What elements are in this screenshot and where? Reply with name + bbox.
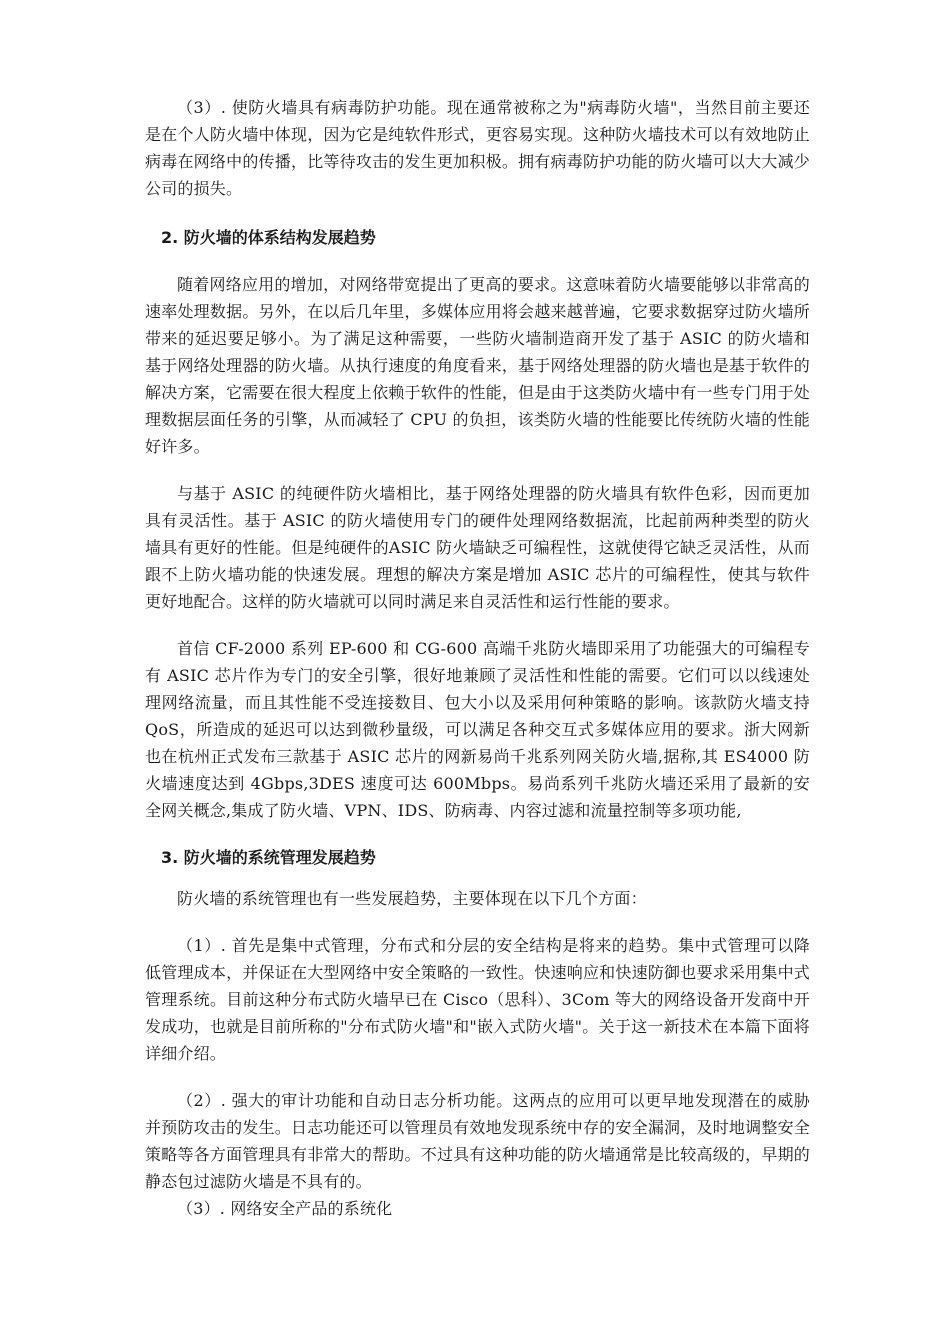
section-heading-management: 3. 防火墙的系统管理发展趋势 [161,848,376,867]
paragraph-asic-comparison: 与基于 ASIC 的纯硬件防火墙相比，基于网络处理器的防火墙具有软件色彩，因而更加具有灵活性。基于 ASIC 的防火墙使用专门的硬件处理网络数据流，比起前两种类型的防火墙具有更好的性能。但是纯硬件的ASIC 防火墙缺乏可编程性，这就使得它缺乏灵活性，从而跟不上防火墙功能的快速发展。理想的解决方案是增加 ASIC 芯片的可编程性，使其与软件更好地配合。这样的防火墙就可以同时满足来自灵活性和运行性能的要求。 [145,484,810,611]
document-page [145,94,810,1222]
paragraph-systematization: （3）. 网络安全产品的系统化 [177,1199,393,1218]
paragraph-network-processor: 随着网络应用的增加，对网络带宽提出了更高的要求。这意味着防火墙要能够以非常高的速率处理数据。另外，在以后几年里，多媒体应用将会越来越普遍，它要求数据穿过防火墙所带来的延迟要足够小。为了满足这种需要，一些防火墙制造商开发了基于 ASIC 的防火墙和基于网络处理器的防火墙。从执行速度的角度看来，基于网络处理器的防火墙也是基于软件的解决方案，它需要在很大程度上依赖于软件的性能，但是由于这类防火墙中有一些专门用于处理数据层面任务的引擎，从而减轻了 CPU 的负担，该类防火墙的性能要比传统防火墙的性能好许多。 [145,275,810,456]
paragraph-audit-logging: （2）. 强大的审计功能和自动日志分析功能。这两点的应用可以更早地发现潜在的威胁并预防攻击的发生。日志功能还可以管理员有效地发现系统中存的安全漏洞，及时地调整安全策略等各方面管理具有非常大的帮助。不过具有这种功能的防火墙通常是比较高级的，早期的静态包过滤防火墙是不具有的。 [145,1091,810,1191]
paragraph-products: 首信 CF-2000 系列 EP-600 和 CG-600 高端千兆防火墙即采用了功能强大的可编程专有 ASIC 芯片作为专门的安全引擎，很好地兼顾了灵活性和性能的需要。它们可以以线速处理网络流量，而且其性能不受连接数目、包大小以及采用何种策略的影响。该款防火墙支持 QoS，所造成的延迟可以达到微秒量级，可以满足各种交互式多媒体应用的要求。浙大网新也在杭州正式发布三款基于 ASIC 芯片的网新易尚千兆系列网关防火墙,据称,其 ES4000 防火墙速度达到 4Gbps,3DES 速度可达 600Mbps。易尚系列千兆防火墙还采用了最新的安全网关概念,集成了防火墙、VPN、IDS、防病毒、内容过滤和流量控制等多项功能, [145,639,810,820]
paragraph-centralized-management: （1）. 首先是集中式管理，分布式和分层的安全结构是将来的趋势。集中式管理可以降低管理成本，并保证在大型网络中安全策略的一致性。快速响应和快速防御也要求采用集中式管理系统。目前这种分布式防火墙早已在 Cisco（思科）、3Com 等大的网络设备开发商中开发成功，也就是目前所称的"分布式防火墙"和"嵌入式防火墙"。关于这一新技术在本篇下面将详细介绍。 [145,936,810,1063]
paragraph-management-intro: 防火墙的系统管理也有一些发展趋势，主要体现在以下几个方面： [177,889,647,908]
section-heading-architecture: 2. 防火墙的体系结构发展趋势 [161,228,376,247]
paragraph-virus-protection: （3）. 使防火墙具有病毒防护功能。现在通常被称之为"病毒防火墙"，当然目前主要还是在个人防火墙中体现，因为它是纯软件形式，更容易实现。这种防火墙技术可以有效地防止病毒在网络中的传播，比等待攻击的发生更加积极。拥有病毒防护功能的防火墙可以大大减少公司的损失。 [145,98,810,198]
